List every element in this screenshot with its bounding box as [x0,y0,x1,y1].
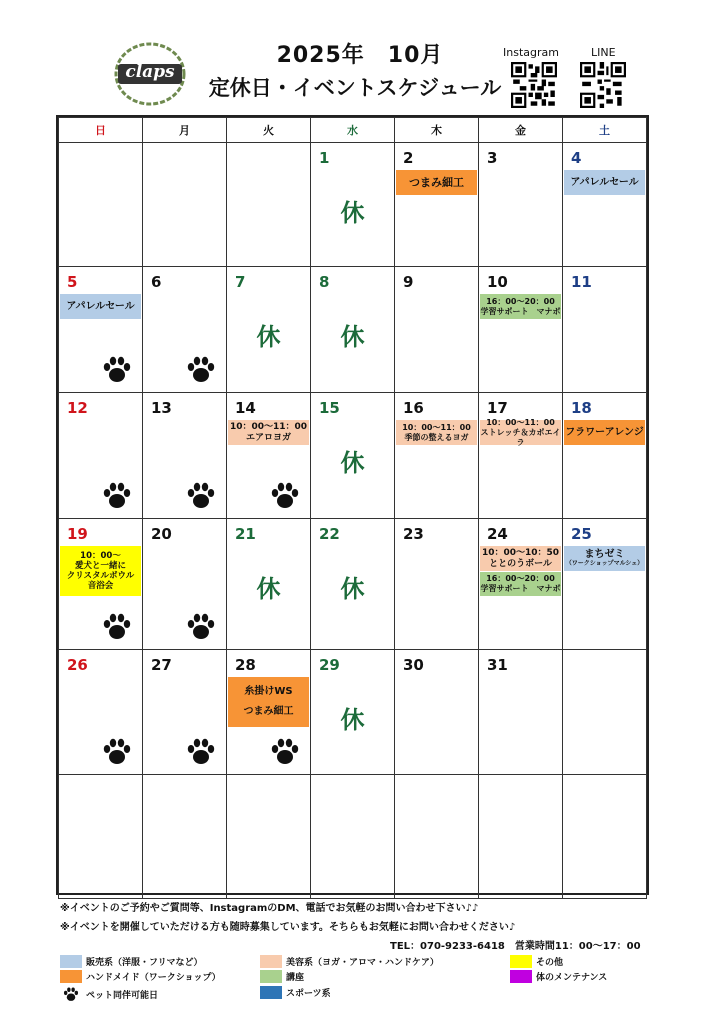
day-number: 19 [67,525,88,543]
weekday-tue: 火 [227,118,311,143]
paw-icon [270,480,300,510]
event-badge[interactable] [480,294,561,319]
day-number: 11 [571,273,592,291]
day-cell[interactable] [143,267,227,393]
day-number: 3 [487,149,498,167]
legend-item [510,955,563,968]
event-time: 10：00～ [80,551,121,561]
paw-icon [270,736,300,766]
weekday-sun: 日 [59,118,143,143]
day-cell[interactable] [479,143,563,267]
day-cell[interactable] [479,650,563,775]
day-cell[interactable] [59,650,143,775]
day-number: 2 [403,149,414,167]
day-number: 4 [571,149,582,167]
day-cell[interactable] [563,267,647,393]
event-title: 学習サポート マナボ [480,306,561,316]
week-row [59,775,647,899]
paw-icon [102,354,132,384]
legend-label: その他 [536,958,564,968]
day-number: 14 [235,399,256,417]
weekday-mon: 月 [143,118,227,143]
event-badge[interactable] [480,417,561,447]
event-title: 愛犬と一緒に [74,561,126,571]
day-number: 23 [403,525,424,543]
event-title: 季節の整えるヨガ [404,432,469,442]
legend-swatch [510,970,532,983]
legend-item [60,986,158,1002]
event-title: ストレッチ＆カポエイラ [480,427,561,447]
day-number: 5 [67,273,78,291]
event-badge[interactable] [228,677,309,727]
weekday-fri: 金 [479,118,563,143]
event-title-line2: クリスタルボウル [66,571,135,581]
day-cell-empty [395,775,479,899]
legend-label: 販売系（洋服・フリマなど） [86,958,203,968]
day-cell[interactable] [395,519,479,650]
week-row [59,519,647,650]
line-label: LINE [591,46,616,59]
day-cell[interactable] [563,143,647,267]
event-title: つまみ細工 [409,176,464,189]
day-number: 24 [487,525,508,543]
event-title: ととのうボール [489,558,552,569]
legend-label: 講座 [286,973,305,983]
logo-text: claps [125,62,175,82]
event-time: 10：00～11：00 [229,421,308,432]
day-cell[interactable] [311,650,395,775]
event-badge[interactable] [480,546,561,571]
day-cell[interactable] [227,519,311,650]
day-cell[interactable] [311,143,395,267]
legend-item [60,970,221,983]
legend-swatch [60,955,82,968]
day-cell-empty [143,775,227,899]
week-row [59,650,647,775]
legend-swatch [260,955,282,968]
event-time: 16：00～20：00 [486,296,555,306]
day-cell[interactable] [479,519,563,650]
page-title: 2025年 10月 [276,43,444,68]
day-cell[interactable] [395,143,479,267]
event-badge[interactable] [396,420,477,445]
day-number: 31 [487,656,508,674]
event-title: まちゼミ [584,549,625,560]
instagram-qr-code-icon[interactable] [511,62,557,108]
event-title-2: つまみ細工 [243,706,294,717]
line-qr-code-icon[interactable] [580,62,626,108]
event-badge[interactable] [228,420,309,445]
day-number: 29 [319,656,340,674]
legend-label: ハンドメイド（ワークショップ） [86,973,221,983]
holiday-mark: 休 [340,575,365,603]
holiday-mark: 休 [256,575,281,603]
day-cell[interactable] [143,650,227,775]
day-cell[interactable] [479,267,563,393]
event-badge[interactable] [564,170,645,195]
legend-label: 美容系（ヨガ・アロマ・ハンドケア） [286,958,439,968]
day-cell-empty [479,775,563,899]
event-badge[interactable] [60,294,141,319]
day-number: 30 [403,656,424,674]
day-number: 15 [319,399,340,417]
legend-item [260,970,304,983]
day-number: 27 [151,656,172,674]
event-time: 10：00～10：50 [481,547,560,558]
legend-item [510,970,607,983]
legend-label: スポーツ系 [286,989,331,999]
contact-info: TEL：070-9233-6418 営業時間11：00～17：00 [390,941,641,952]
weekday-sat: 土 [563,118,647,143]
event-title: 糸掛けWS [244,686,293,697]
day-cell-empty [563,775,647,899]
day-number: 6 [151,273,162,291]
event-badge[interactable] [60,546,141,596]
day-cell[interactable] [395,393,479,519]
day-number: 7 [235,273,246,291]
day-number: 20 [151,525,172,543]
holiday-mark: 休 [340,706,365,734]
week-row [59,143,647,267]
legend-item [260,986,331,999]
day-cell[interactable] [59,267,143,393]
day-number: 16 [403,399,424,417]
week-row [59,267,647,393]
event-badge[interactable] [480,572,561,596]
day-number: 28 [235,656,256,674]
legend-swatch [510,955,532,968]
day-cell-empty [143,143,227,267]
day-number: 13 [151,399,172,417]
day-cell[interactable] [143,519,227,650]
day-cell[interactable] [311,267,395,393]
legend-swatch [260,986,282,999]
legend-swatch [60,970,82,983]
weekday-thu: 木 [395,118,479,143]
day-cell[interactable] [563,519,647,650]
event-badge[interactable] [396,170,477,195]
day-cell-empty [563,650,647,775]
day-number: 1 [319,149,330,167]
day-cell[interactable] [311,519,395,650]
week-row [59,393,647,519]
day-cell[interactable] [227,393,311,519]
day-number: 9 [403,273,414,291]
event-title: フラワーアレンジ [565,427,644,438]
day-cell[interactable] [479,393,563,519]
day-cell[interactable] [143,393,227,519]
event-badge[interactable] [564,420,645,445]
event-title: アパレルセール [570,177,639,188]
day-number: 18 [571,399,592,417]
holiday-mark: 休 [340,199,365,227]
event-time: 10：00～11：00 [402,422,471,432]
day-cell-empty [59,143,143,267]
day-cell-empty [59,775,143,899]
legend-item [260,955,439,968]
event-title: 学習サポート マナボ [480,584,561,593]
legend-item [60,955,202,968]
day-cell[interactable] [395,650,479,775]
event-title: アパレルセール [66,301,135,312]
day-cell-empty [227,143,311,267]
day-number: 12 [67,399,88,417]
day-cell[interactable] [227,650,311,775]
event-time: 16：00～20：00 [486,574,555,583]
note-recruitment: ※イベントを開催していただける方も随時募集しています。そちらもお気軽にお問い合わせください♪ [60,922,516,933]
event-title: エアロヨガ [245,432,291,443]
day-cell[interactable] [59,393,143,519]
paw-icon [186,480,216,510]
day-cell[interactable] [395,267,479,393]
day-cell-empty [311,775,395,899]
calendar-grid [56,115,649,895]
day-number: 10 [487,273,508,291]
paw-icon [186,611,216,641]
note-reservation: ※イベントのご予約やご質問等、InstagramのDM、電話でお気軽のお問い合わせ下さい♪♪ [60,903,479,914]
holiday-mark: 休 [340,449,365,477]
day-number: 26 [67,656,88,674]
weekday-wed: 水 [311,118,395,143]
paw-icon [102,611,132,641]
paw-icon [186,354,216,384]
legend-label: 体のメンテナンス [536,973,608,983]
day-cell[interactable] [59,519,143,650]
paw-icon [60,986,82,1002]
event-badge[interactable] [564,546,645,571]
weekday-header-row [59,118,647,143]
legend-swatch [260,970,282,983]
day-number: 25 [571,525,592,543]
holiday-mark: 休 [340,323,365,351]
day-number: 17 [487,399,508,417]
event-title-line3: 音浴会 [87,581,114,591]
day-number: 22 [319,525,340,543]
day-cell[interactable] [563,393,647,519]
event-time: 10：00～11：00 [486,417,555,427]
paw-icon [102,736,132,766]
day-cell[interactable] [227,267,311,393]
paw-icon [102,480,132,510]
day-number: 8 [319,273,330,291]
page-subtitle: 定休日・イベントスケジュール [208,76,502,100]
event-subtitle: （ワークショップマルシェ） [565,560,644,567]
claps-logo [112,40,188,106]
day-number: 21 [235,525,256,543]
holiday-mark: 休 [256,323,281,351]
legend-label: ペット同伴可能日 [86,990,159,1001]
day-cell-empty [227,775,311,899]
paw-icon [186,736,216,766]
day-cell[interactable] [311,393,395,519]
instagram-label: Instagram [503,46,559,59]
